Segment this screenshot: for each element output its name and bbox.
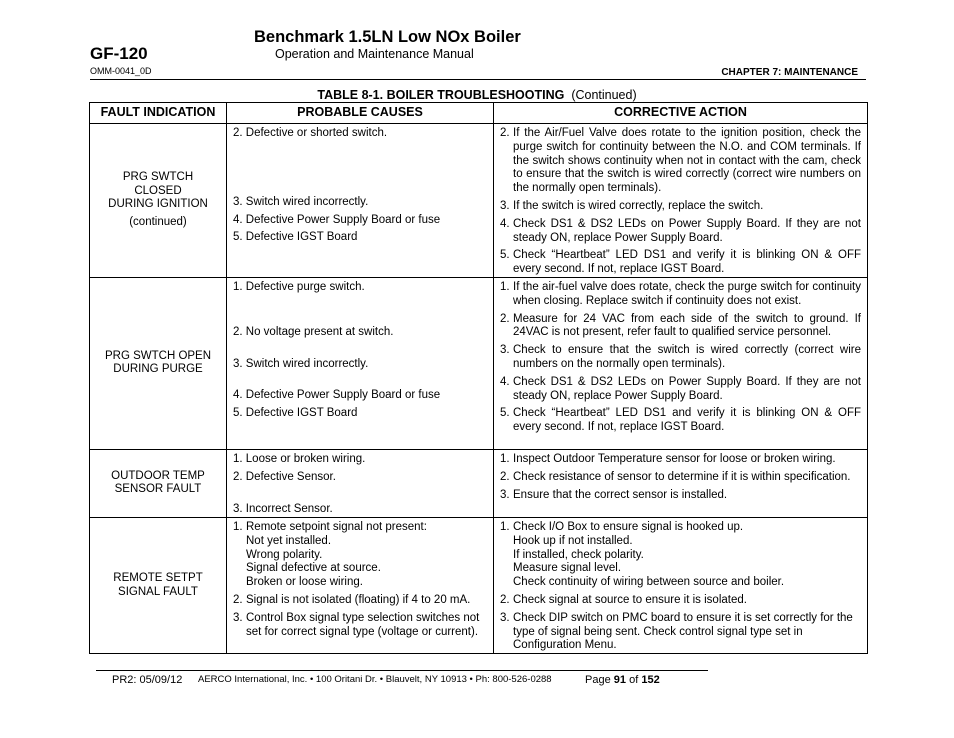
item-text: Control Box signal type selection switches not set for correct signal type (voltage or current). <box>246 611 480 638</box>
item-number: 3. <box>500 611 510 624</box>
cause-subitem: Wrong polarity. <box>246 548 323 561</box>
fault-line: PRG SWTCH <box>122 170 194 183</box>
troubleshooting-table <box>89 102 868 654</box>
fault-line: SIGNAL FAULT <box>118 585 198 598</box>
corrective-action-cell <box>494 124 868 278</box>
table-header-row <box>90 103 868 124</box>
action-item <box>500 376 861 404</box>
page-number <box>585 674 660 686</box>
fault-indication-cell <box>90 517 227 653</box>
cause-item: 2. Defective Sensor. <box>233 470 336 483</box>
action-item <box>500 489 861 503</box>
cause-item: 3. Switch wired incorrectly. <box>233 357 369 370</box>
cause-item: 1. Loose or broken wiring. <box>233 452 366 465</box>
item-number: 3. <box>500 344 510 357</box>
cause-subitem: Broken or loose wiring. <box>246 576 363 589</box>
action-item <box>500 453 861 467</box>
page-current: 91 <box>613 674 627 686</box>
item-number: 5. <box>500 407 510 420</box>
item-number: 2. <box>233 593 243 606</box>
table-row <box>90 517 868 653</box>
item-number: 3. <box>233 611 243 624</box>
cause-item: 5. Defective IGST Board <box>233 407 358 420</box>
page-total: 152 <box>641 674 660 686</box>
fault-indication-cell <box>90 277 227 449</box>
column-header-actions: CORRECTIVE ACTION <box>494 103 868 124</box>
item-number: 3. <box>500 488 510 501</box>
item-number: 1. <box>500 280 510 293</box>
footer-divider <box>96 670 708 671</box>
fault-indication-cell <box>90 124 227 278</box>
probable-causes-cell <box>227 517 494 653</box>
fault-line: DURING IGNITION <box>108 198 208 211</box>
item-text: Check to ensure that the switch is wired correctly (correct wire numbers on the normally open terminals). <box>513 344 861 370</box>
action-item <box>500 281 861 309</box>
item-text: Check resistance of sensor to determine if it is within specification. <box>513 470 851 483</box>
cause-item: 4. Defective Power Supply Board or fuse <box>233 389 441 402</box>
probable-causes-cell <box>227 124 494 278</box>
action-subitem: Check continuity of wiring between source and boiler. <box>513 576 785 589</box>
chapter-heading: CHAPTER 7: MAINTENANCE <box>721 67 858 78</box>
fault-line: CLOSED <box>134 184 182 197</box>
corrective-action-cell <box>494 277 868 449</box>
item-number: 3. <box>500 199 510 212</box>
item-text: Measure for 24 VAC from each side of the switch to ground. If 24VAC is not present, refer fault to qualified service personnel. <box>513 312 861 339</box>
item-text: Check signal at source to ensure it is isolated. <box>513 593 747 606</box>
item-number: 2. <box>500 312 510 325</box>
fault-line: DURING PURGE <box>113 363 203 376</box>
table-caption-title: TABLE 8-1. BOILER TROUBLESHOOTING <box>317 88 565 102</box>
cause-item: 4. Defective Power Supply Board or fuse <box>233 213 441 226</box>
table-row <box>90 449 868 517</box>
item-text: Inspect Outdoor Temperature sensor for loose or broken wiring. <box>513 452 836 465</box>
table-row <box>90 124 868 278</box>
item-number: 4. <box>500 375 510 388</box>
table-row <box>90 277 868 449</box>
item-text: Check “Heartbeat” LED DS1 and verify it is blinking ON & OFF every second. If not, replace IGST Board. <box>513 249 861 276</box>
item-number: 2. <box>500 593 510 606</box>
cause-item <box>233 521 487 535</box>
fault-line: SENSOR FAULT <box>114 483 202 496</box>
corrective-action-cell <box>494 449 868 517</box>
model-name: GF-120 <box>90 44 148 63</box>
item-number: 5. <box>500 249 510 262</box>
item-number: 2. <box>500 470 510 483</box>
item-text: Check I/O Box to ensure signal is hooked up. <box>513 520 744 533</box>
revision-date: PR2: 05/09/12 <box>112 674 183 686</box>
action-item <box>500 249 861 277</box>
column-header-fault: FAULT INDICATION <box>90 103 227 124</box>
item-text: Check “Heartbeat” LED DS1 and verify it is blinking ON & OFF every second. If not, replace IGST Board. <box>513 407 861 434</box>
item-number: 1. <box>500 452 510 465</box>
page-of: of <box>629 674 639 686</box>
document-title: Benchmark 1.5LN Low NOx Boiler <box>254 28 521 46</box>
action-item <box>500 127 861 196</box>
action-item <box>500 200 861 214</box>
item-number: 4. <box>500 217 510 230</box>
cause-item <box>233 594 487 608</box>
item-text: If the air-fuel valve does rotate, check the purge switch for continuity when closing. Replace switch if continuity does not exist. <box>513 280 861 307</box>
action-subitem: Measure signal level. <box>513 562 622 575</box>
cause-item: 2. No voltage present at switch. <box>233 325 394 338</box>
page-prefix: Page <box>585 674 611 686</box>
action-item <box>500 313 861 341</box>
cause-item: 2. Defective or shorted switch. <box>233 127 388 139</box>
document-number: OMM-0041_0D <box>90 66 152 76</box>
action-item <box>500 471 861 485</box>
cause-item: 1. Defective purge switch. <box>233 280 365 293</box>
item-text: Check DS1 & DS2 LEDs on Power Supply Board. If they are not steady ON, replace Power Supply Board. <box>513 217 861 244</box>
item-number: 1. <box>233 520 243 533</box>
action-item <box>500 612 861 653</box>
item-text: Check DS1 & DS2 LEDs on Power Supply Board. If they are not steady ON, replace Power Supply Board. <box>513 375 861 402</box>
probable-causes-cell <box>227 449 494 517</box>
cause-item: 3. Switch wired incorrectly. <box>233 195 369 208</box>
fault-note: (continued) <box>129 216 187 229</box>
action-item <box>500 407 861 435</box>
item-text: Remote setpoint signal not present: <box>246 520 427 533</box>
item-text: If the switch is wired correctly, replace the switch. <box>513 199 764 212</box>
fault-line: PRG SWTCH OPEN <box>104 349 212 362</box>
cause-item <box>233 612 487 640</box>
action-item <box>500 594 861 608</box>
cause-item: 3. Incorrect Sensor. <box>233 502 333 515</box>
item-text: Ensure that the correct sensor is installed. <box>513 488 728 501</box>
item-text: Signal is not isolated (floating) if 4 to 20 mA. <box>246 593 471 606</box>
cause-subitem: Signal defective at source. <box>246 562 381 575</box>
probable-causes-cell <box>227 277 494 449</box>
action-item <box>500 218 861 246</box>
table-caption-continued: (Continued) <box>571 88 637 102</box>
fault-line: OUTDOOR TEMP <box>111 469 205 482</box>
action-item <box>500 344 861 372</box>
action-item <box>500 521 861 535</box>
column-header-causes: PROBABLE CAUSES <box>227 103 494 124</box>
item-text: Check DIP switch on PMC board to ensure it is set correctly for the type of signal being sent. Check control signal type set in Configuration Menu. <box>513 611 853 652</box>
cause-item: 5. Defective IGST Board <box>233 231 358 244</box>
item-number: 2. <box>500 127 510 139</box>
action-subitem: If installed, check polarity. <box>513 548 644 561</box>
header-divider <box>90 79 866 80</box>
document-subtitle: Operation and Maintenance Manual <box>275 47 474 61</box>
item-text: If the Air/Fuel Valve does rotate to the ignition position, check the purge switch for continuity between the N.O. and COM terminals. If the switch shows continuity when not in contact with the cam, check to ensure that the switch is wired correctly (correct wire numbers on the normally open terminals). <box>513 127 861 195</box>
table-caption <box>0 88 954 102</box>
corrective-action-cell <box>494 517 868 653</box>
fault-line: REMOTE SETPT <box>113 571 203 584</box>
cause-subitem: Not yet installed. <box>246 534 332 547</box>
fault-indication-cell <box>90 449 227 517</box>
action-subitem: Hook up if not installed. <box>513 534 633 547</box>
company-address: AERCO International, Inc. • 100 Oritani Dr. • Blauvelt, NY 10913 • Ph: 800-526-0288 <box>198 674 552 685</box>
item-number: 1. <box>500 520 510 533</box>
